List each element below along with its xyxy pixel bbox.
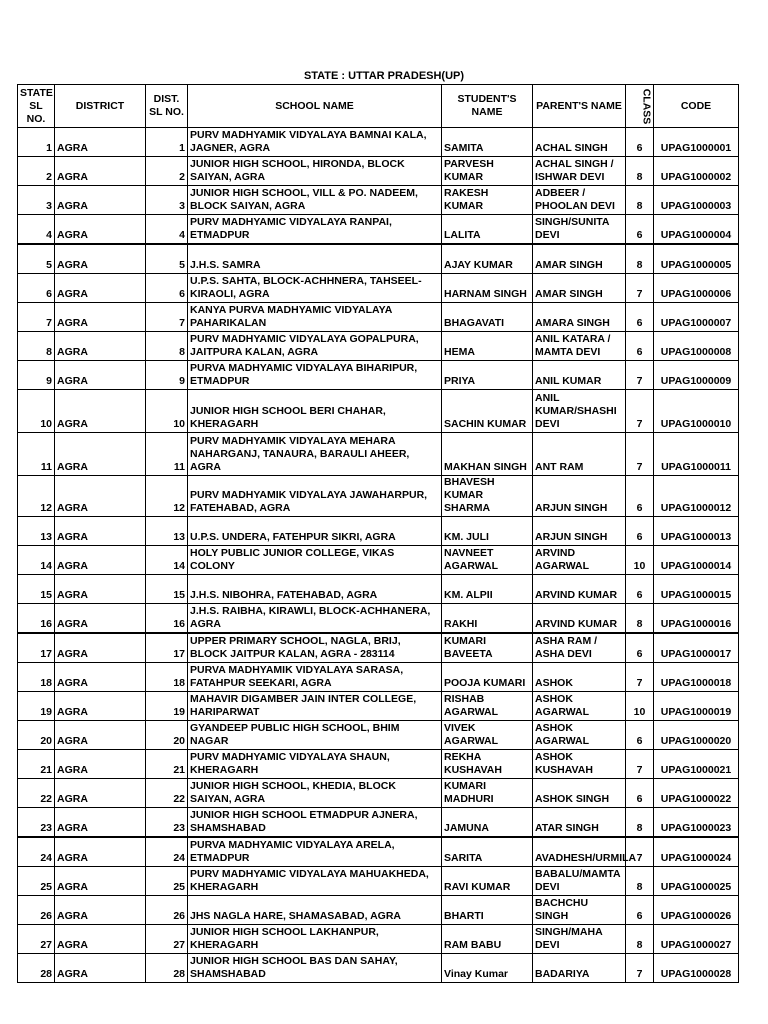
cell-parent-name: ARVIND KUMAR: [533, 604, 626, 634]
cell-state-sl-no: 15: [18, 575, 55, 604]
cell-student-name: RAKHI: [442, 604, 533, 634]
table-row: [18, 476, 739, 517]
cell-code: UPAG1000008: [654, 332, 739, 361]
cell-dist-sl-no: 22: [146, 779, 188, 808]
table-row: [18, 750, 739, 779]
cell-parent-name: ARJUN SINGH: [533, 517, 626, 546]
cell-district: AGRA: [55, 476, 146, 517]
cell-district: AGRA: [55, 215, 146, 245]
header-dist-sl-no: DIST. SL NO.: [146, 85, 188, 128]
cell-state-sl-no: 11: [18, 433, 55, 476]
table-row: [18, 954, 739, 983]
cell-school-name: PURV MADHYAMIK VIDYALAYA JAWAHARPUR, FATEHABAD, AGRA: [188, 476, 442, 517]
cell-state-sl-no: 5: [18, 244, 55, 274]
cell-code: UPAG1000002: [654, 157, 739, 186]
cell-school-name: KANYA PURVA MADHYAMIC VIDYALAYA PAHARIKALAN: [188, 303, 442, 332]
table-row: [18, 633, 739, 663]
cell-district: AGRA: [55, 332, 146, 361]
cell-code: UPAG1000020: [654, 721, 739, 750]
cell-parent-name: SINGH/SUNITA DEVI: [533, 215, 626, 245]
cell-dist-sl-no: 13: [146, 517, 188, 546]
cell-parent-name: ASHOK AGARWAL: [533, 721, 626, 750]
cell-district: AGRA: [55, 750, 146, 779]
cell-state-sl-no: 18: [18, 663, 55, 692]
cell-class: 6: [626, 896, 654, 925]
cell-class: 6: [626, 476, 654, 517]
cell-student-name: RAKESH KUMAR: [442, 186, 533, 215]
header-parent-name: PARENT'S NAME: [533, 85, 626, 128]
cell-school-name: J.H.S. SAMRA: [188, 244, 442, 274]
cell-school-name: PURV MADHYAMIC VIDYALAYA RANPAI, ETMADPUR: [188, 215, 442, 245]
table-row: [18, 546, 739, 575]
cell-district: AGRA: [55, 244, 146, 274]
cell-dist-sl-no: 20: [146, 721, 188, 750]
cell-state-sl-no: 12: [18, 476, 55, 517]
cell-parent-name: ASHOK SINGH: [533, 779, 626, 808]
cell-class: 8: [626, 157, 654, 186]
table-row: [18, 663, 739, 692]
cell-district: AGRA: [55, 390, 146, 433]
cell-school-name: HOLY PUBLIC JUNIOR COLLEGE, VIKAS COLONY: [188, 546, 442, 575]
cell-code: UPAG1000022: [654, 779, 739, 808]
cell-school-name: JUNIOR HIGH SCHOOL LAKHANPUR, KHERAGARH: [188, 925, 442, 954]
cell-school-name: J.H.S. RAIBHA, KIRAWLI, BLOCK-ACHHANERA, AGRA: [188, 604, 442, 634]
cell-code: UPAG1000012: [654, 476, 739, 517]
cell-student-name: KUMARI BAVEETA: [442, 633, 533, 663]
cell-parent-name: BABALU/MAMTA DEVI: [533, 867, 626, 896]
cell-dist-sl-no: 4: [146, 215, 188, 245]
cell-code: UPAG1000018: [654, 663, 739, 692]
header-class-label: CLASS: [640, 88, 653, 124]
cell-code: UPAG1000027: [654, 925, 739, 954]
cell-state-sl-no: 24: [18, 837, 55, 867]
cell-district: AGRA: [55, 361, 146, 390]
cell-dist-sl-no: 8: [146, 332, 188, 361]
cell-school-name: PURV MADHYAMIC VIDYALAYA SHAUN, KHERAGARH: [188, 750, 442, 779]
cell-student-name: JAMUNA: [442, 808, 533, 838]
cell-parent-name: ANIL KUMAR: [533, 361, 626, 390]
cell-district: AGRA: [55, 721, 146, 750]
table-row: [18, 274, 739, 303]
cell-code: UPAG1000006: [654, 274, 739, 303]
cell-dist-sl-no: 26: [146, 896, 188, 925]
cell-dist-sl-no: 18: [146, 663, 188, 692]
cell-student-name: BHAVESH KUMAR SHARMA: [442, 476, 533, 517]
cell-dist-sl-no: 6: [146, 274, 188, 303]
cell-student-name: LALITA: [442, 215, 533, 245]
cell-code: UPAG1000019: [654, 692, 739, 721]
cell-district: AGRA: [55, 157, 146, 186]
cell-parent-name: ACHAL SINGH / ISHWAR DEVI: [533, 157, 626, 186]
header-state-sl-no: STATE SL NO.: [18, 85, 55, 128]
cell-district: AGRA: [55, 303, 146, 332]
cell-class: 10: [626, 692, 654, 721]
cell-district: AGRA: [55, 604, 146, 634]
cell-parent-name: ASHOK KUSHAVAH: [533, 750, 626, 779]
cell-student-name: HARNAM SINGH: [442, 274, 533, 303]
cell-school-name: PURV MADHYAMIC VIDYALAYA GOPALPURA, JAITPURA KALAN, AGRA: [188, 332, 442, 361]
cell-dist-sl-no: 10: [146, 390, 188, 433]
table-row: [18, 332, 739, 361]
cell-code: UPAG1000014: [654, 546, 739, 575]
cell-state-sl-no: 27: [18, 925, 55, 954]
cell-code: UPAG1000025: [654, 867, 739, 896]
cell-student-name: BHARTI: [442, 896, 533, 925]
header-row: [18, 85, 739, 128]
cell-district: AGRA: [55, 274, 146, 303]
cell-class: 8: [626, 867, 654, 896]
table-row: [18, 517, 739, 546]
cell-student-name: REKHA KUSHAVAH: [442, 750, 533, 779]
cell-school-name: JHS NAGLA HARE, SHAMASABAD, AGRA: [188, 896, 442, 925]
cell-district: AGRA: [55, 692, 146, 721]
cell-dist-sl-no: 7: [146, 303, 188, 332]
cell-code: UPAG1000003: [654, 186, 739, 215]
cell-code: UPAG1000007: [654, 303, 739, 332]
cell-state-sl-no: 6: [18, 274, 55, 303]
cell-dist-sl-no: 5: [146, 244, 188, 274]
cell-school-name: U.P.S. UNDERA, FATEHPUR SIKRI, AGRA: [188, 517, 442, 546]
cell-class: 6: [626, 721, 654, 750]
cell-parent-name: ARJUN SINGH: [533, 476, 626, 517]
cell-district: AGRA: [55, 517, 146, 546]
cell-state-sl-no: 1: [18, 128, 55, 157]
table-row: [18, 604, 739, 634]
cell-student-name: SAMITA: [442, 128, 533, 157]
cell-student-name: AJAY KUMAR: [442, 244, 533, 274]
table-row: [18, 575, 739, 604]
cell-dist-sl-no: 28: [146, 954, 188, 983]
cell-code: UPAG1000001: [654, 128, 739, 157]
cell-state-sl-no: 10: [18, 390, 55, 433]
table-row: [18, 867, 739, 896]
cell-code: UPAG1000026: [654, 896, 739, 925]
cell-student-name: SARITA: [442, 837, 533, 867]
cell-class: 6: [626, 517, 654, 546]
cell-code: UPAG1000010: [654, 390, 739, 433]
cell-school-name: PURV MADHYAMIK VIDYALAYA MEHARA NAHARGANJ, TANAURA, BARAULI AHEER, AGRA: [188, 433, 442, 476]
cell-school-name: GYANDEEP PUBLIC HIGH SCHOOL, BHIM NAGAR: [188, 721, 442, 750]
cell-parent-name: AMAR SINGH: [533, 274, 626, 303]
cell-class: 6: [626, 215, 654, 245]
table-row: [18, 925, 739, 954]
table-row: [18, 128, 739, 157]
cell-student-name: MAKHAN SINGH: [442, 433, 533, 476]
cell-parent-name: ANT RAM: [533, 433, 626, 476]
cell-dist-sl-no: 9: [146, 361, 188, 390]
cell-class: 7: [626, 750, 654, 779]
cell-class: 8: [626, 604, 654, 634]
cell-state-sl-no: 28: [18, 954, 55, 983]
cell-class: 6: [626, 303, 654, 332]
cell-state-sl-no: 16: [18, 604, 55, 634]
cell-code: UPAG1000011: [654, 433, 739, 476]
table-row: [18, 186, 739, 215]
cell-dist-sl-no: 23: [146, 808, 188, 838]
cell-student-name: KM. JULI: [442, 517, 533, 546]
cell-parent-name: ANIL KATARA / MAMTA DEVI: [533, 332, 626, 361]
cell-parent-name: ACHAL SINGH: [533, 128, 626, 157]
table-row: [18, 721, 739, 750]
table-row: [18, 433, 739, 476]
table-row: [18, 808, 739, 838]
cell-school-name: MAHAVIR DIGAMBER JAIN INTER COLLEGE, HARIPARWAT: [188, 692, 442, 721]
cell-class: 7: [626, 954, 654, 983]
cell-code: UPAG1000024: [654, 837, 739, 867]
cell-parent-name: ADBEER / PHOOLAN DEVI: [533, 186, 626, 215]
cell-state-sl-no: 4: [18, 215, 55, 245]
table-row: [18, 896, 739, 925]
cell-school-name: PURVA MADHYAMIC VIDYALAYA ARELA, ETMADPUR: [188, 837, 442, 867]
header-school-name: SCHOOL NAME: [188, 85, 442, 128]
cell-dist-sl-no: 24: [146, 837, 188, 867]
cell-state-sl-no: 8: [18, 332, 55, 361]
cell-district: AGRA: [55, 433, 146, 476]
cell-district: AGRA: [55, 128, 146, 157]
cell-class: 7: [626, 390, 654, 433]
cell-student-name: SACHIN KUMAR: [442, 390, 533, 433]
cell-state-sl-no: 14: [18, 546, 55, 575]
cell-parent-name: ARVIND KUMAR: [533, 575, 626, 604]
cell-school-name: PURVA MADHYAMIC VIDYALAYA BIHARIPUR, ETMADPUR: [188, 361, 442, 390]
cell-student-name: RAM BABU: [442, 925, 533, 954]
cell-school-name: JUNIOR HIGH SCHOOL, VILL & PO. NADEEM, BLOCK SAIYAN, AGRA: [188, 186, 442, 215]
cell-class: 6: [626, 633, 654, 663]
cell-class: 8: [626, 925, 654, 954]
cell-state-sl-no: 20: [18, 721, 55, 750]
cell-parent-name: AMARA SINGH: [533, 303, 626, 332]
cell-parent-name: ASHOK: [533, 663, 626, 692]
cell-district: AGRA: [55, 867, 146, 896]
cell-parent-name: ARVIND AGARWAL: [533, 546, 626, 575]
cell-dist-sl-no: 12: [146, 476, 188, 517]
table-body: [18, 128, 739, 983]
cell-district: AGRA: [55, 633, 146, 663]
cell-state-sl-no: 25: [18, 867, 55, 896]
cell-state-sl-no: 23: [18, 808, 55, 838]
cell-school-name: UPPER PRIMARY SCHOOL, NAGLA, BRIJ, BLOCK JAITPUR KALAN, AGRA - 283114: [188, 633, 442, 663]
cell-student-name: PARVESH KUMAR: [442, 157, 533, 186]
cell-school-name: U.P.S. SAHTA, BLOCK-ACHHNERA, TAHSEEL-KIRAOLI, AGRA: [188, 274, 442, 303]
cell-student-name: VIVEK AGARWAL: [442, 721, 533, 750]
cell-dist-sl-no: 11: [146, 433, 188, 476]
cell-state-sl-no: 21: [18, 750, 55, 779]
cell-code: UPAG1000013: [654, 517, 739, 546]
cell-student-name: KUMARI MADHURI: [442, 779, 533, 808]
cell-state-sl-no: 13: [18, 517, 55, 546]
cell-code: UPAG1000021: [654, 750, 739, 779]
cell-dist-sl-no: 19: [146, 692, 188, 721]
cell-state-sl-no: 19: [18, 692, 55, 721]
cell-code: UPAG1000028: [654, 954, 739, 983]
header-student-name: STUDENT'S NAME: [442, 85, 533, 128]
cell-school-name: J.H.S. NIBOHRA, FATEHABAD, AGRA: [188, 575, 442, 604]
cell-code: UPAG1000015: [654, 575, 739, 604]
cell-state-sl-no: 9: [18, 361, 55, 390]
cell-dist-sl-no: 25: [146, 867, 188, 896]
cell-dist-sl-no: 21: [146, 750, 188, 779]
cell-class: 7: [626, 837, 654, 867]
table-row: [18, 390, 739, 433]
cell-state-sl-no: 3: [18, 186, 55, 215]
cell-code: UPAG1000009: [654, 361, 739, 390]
cell-student-name: HEMA: [442, 332, 533, 361]
table-row: [18, 779, 739, 808]
cell-dist-sl-no: 2: [146, 157, 188, 186]
cell-state-sl-no: 22: [18, 779, 55, 808]
cell-district: AGRA: [55, 954, 146, 983]
cell-parent-name: AMAR SINGH: [533, 244, 626, 274]
cell-class: 8: [626, 244, 654, 274]
cell-dist-sl-no: 16: [146, 604, 188, 634]
cell-dist-sl-no: 15: [146, 575, 188, 604]
table-row: [18, 157, 739, 186]
cell-district: AGRA: [55, 808, 146, 838]
cell-student-name: POOJA KUMARI: [442, 663, 533, 692]
cell-class: 8: [626, 186, 654, 215]
table-row: [18, 692, 739, 721]
cell-class: 6: [626, 332, 654, 361]
cell-parent-name: BACHCHU SINGH: [533, 896, 626, 925]
cell-parent-name: BADARIYA: [533, 954, 626, 983]
cell-class: 7: [626, 663, 654, 692]
cell-school-name: PURVA MADHYAMIK VIDYALAYA SARASA, FATAHPUR SEEKARI, AGRA: [188, 663, 442, 692]
cell-state-sl-no: 26: [18, 896, 55, 925]
page-title: STATE : UTTAR PRADESH(UP): [303, 70, 465, 82]
cell-code: UPAG1000017: [654, 633, 739, 663]
header-code: CODE: [654, 85, 739, 128]
header-class: [626, 85, 654, 128]
cell-state-sl-no: 17: [18, 633, 55, 663]
cell-state-sl-no: 7: [18, 303, 55, 332]
cell-class: 8: [626, 808, 654, 838]
cell-district: AGRA: [55, 186, 146, 215]
cell-school-name: JUNIOR HIGH SCHOOL BERI CHAHAR, KHERAGARH: [188, 390, 442, 433]
cell-district: AGRA: [55, 779, 146, 808]
cell-district: AGRA: [55, 837, 146, 867]
cell-student-name: PRIYA: [442, 361, 533, 390]
cell-school-name: JUNIOR HIGH SCHOOL ETMADPUR AJNERA, SHAMSHABAD: [188, 808, 442, 838]
cell-parent-name: ANIL KUMAR/SHASHI DEVI: [533, 390, 626, 433]
cell-school-name: JUNIOR HIGH SCHOOL, HIRONDA, BLOCK SAIYAN, AGRA: [188, 157, 442, 186]
cell-dist-sl-no: 1: [146, 128, 188, 157]
cell-parent-name: ATAR SINGH: [533, 808, 626, 838]
cell-code: UPAG1000004: [654, 215, 739, 245]
cell-district: AGRA: [55, 663, 146, 692]
cell-dist-sl-no: 3: [146, 186, 188, 215]
cell-code: UPAG1000023: [654, 808, 739, 838]
cell-class: 6: [626, 779, 654, 808]
cell-student-name: Vinay Kumar: [442, 954, 533, 983]
cell-dist-sl-no: 17: [146, 633, 188, 663]
cell-class: 10: [626, 546, 654, 575]
cell-class: 7: [626, 433, 654, 476]
cell-district: AGRA: [55, 546, 146, 575]
cell-school-name: PURV MADHYAMIK VIDYALAYA BAMNAI KALA, JAGNER, AGRA: [188, 128, 442, 157]
cell-student-name: RAVI KUMAR: [442, 867, 533, 896]
table-row: [18, 837, 739, 867]
cell-school-name: JUNIOR HIGH SCHOOL, KHEDIA, BLOCK SAIYAN, AGRA: [188, 779, 442, 808]
cell-state-sl-no: 2: [18, 157, 55, 186]
header-district: DISTRICT: [55, 85, 146, 128]
cell-student-name: KM. ALPII: [442, 575, 533, 604]
cell-parent-name: SINGH/MAHA DEVI: [533, 925, 626, 954]
cell-class: 7: [626, 274, 654, 303]
table-row: [18, 303, 739, 332]
student-table: [17, 84, 739, 983]
table-row: [18, 215, 739, 245]
cell-parent-name: ASHOK AGARWAL: [533, 692, 626, 721]
cell-parent-name: AVADHESH/URMILA: [533, 837, 626, 867]
cell-district: AGRA: [55, 925, 146, 954]
cell-code: UPAG1000016: [654, 604, 739, 634]
table-row: [18, 361, 739, 390]
table-row: [18, 244, 739, 274]
cell-class: 6: [626, 128, 654, 157]
cell-district: AGRA: [55, 896, 146, 925]
cell-school-name: JUNIOR HIGH SCHOOL BAS DAN SAHAY, SHAMSHABAD: [188, 954, 442, 983]
cell-class: 6: [626, 575, 654, 604]
cell-student-name: NAVNEET AGARWAL: [442, 546, 533, 575]
cell-parent-name: ASHA RAM / ASHA DEVI: [533, 633, 626, 663]
cell-district: AGRA: [55, 575, 146, 604]
cell-dist-sl-no: 14: [146, 546, 188, 575]
cell-dist-sl-no: 27: [146, 925, 188, 954]
cell-code: UPAG1000005: [654, 244, 739, 274]
cell-school-name: PURV MADHYAMIC VIDYALAYA MAHUAKHEDA, KHERAGARH: [188, 867, 442, 896]
cell-class: 7: [626, 361, 654, 390]
cell-student-name: RISHAB AGARWAL: [442, 692, 533, 721]
cell-student-name: BHAGAVATI: [442, 303, 533, 332]
